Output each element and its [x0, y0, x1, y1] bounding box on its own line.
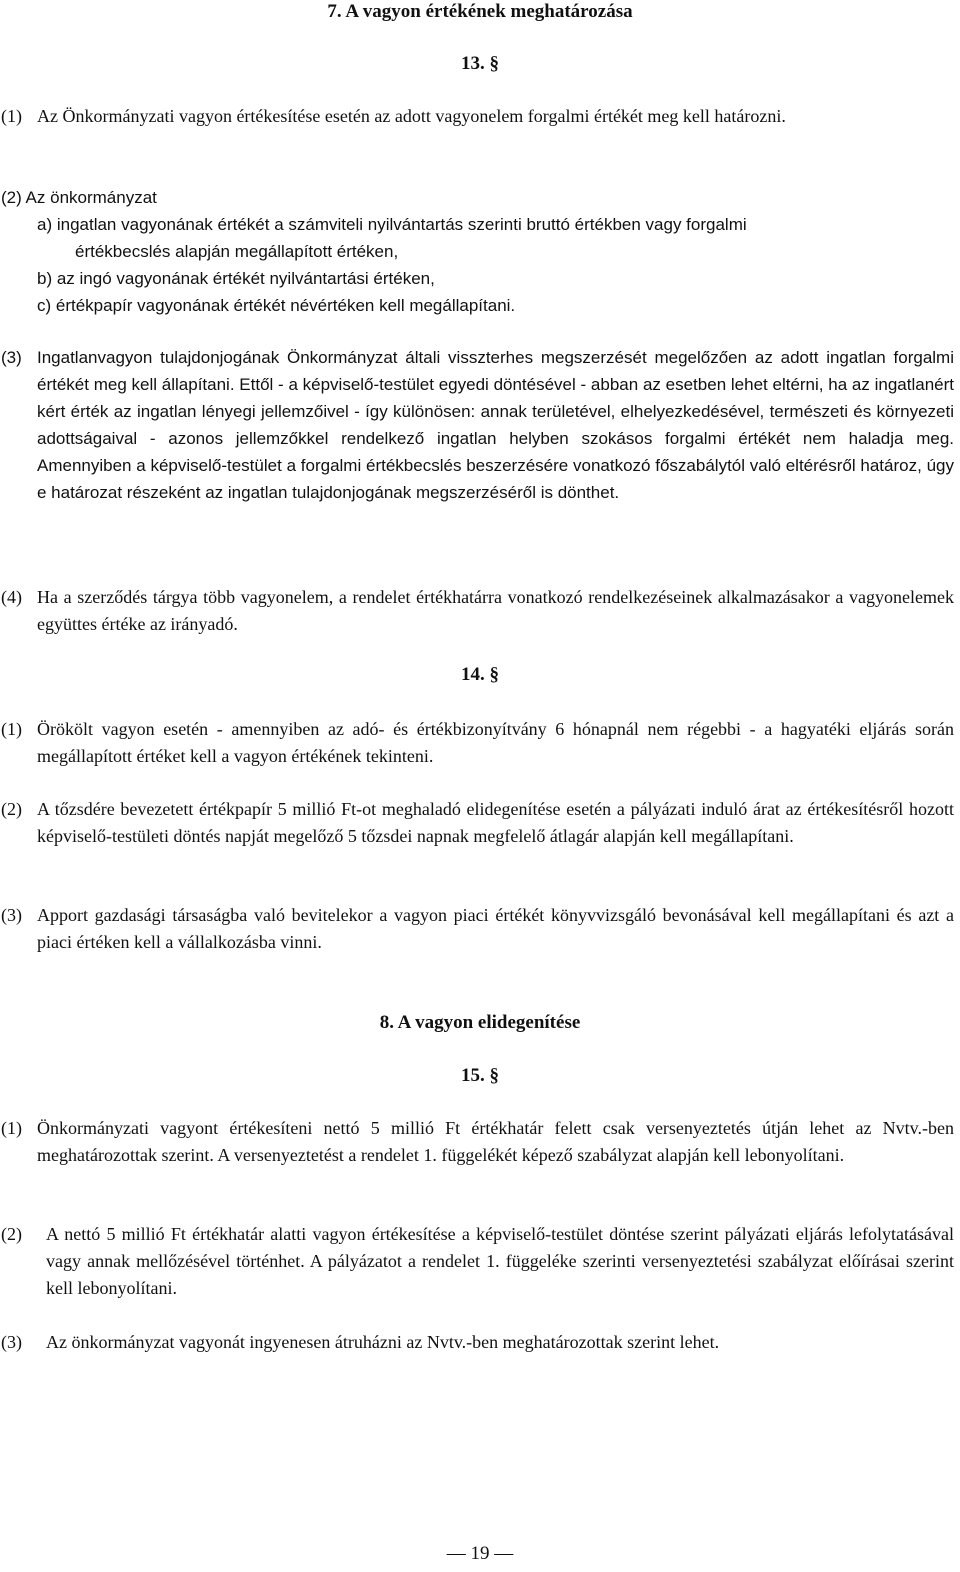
paragraph-text: A tőzsdére bevezetett értékpapír 5 millió Ft-ot meghaladó elidegenítése esetén a pályázati induló árat az értékesítésről hozott képviselő-testületi döntés napját megelőző 5 tőzsdei napnak megfelelő átlagár alapján kell megállapítani. — [37, 799, 954, 846]
paragraph — [0, 1329, 960, 1356]
paragraph-text: A nettó 5 millió Ft értékhatár alatti vagyon értékesítése a képviselő-testület döntése szerint pályázati eljárás lefolytatásával vagy annak mellőzésével történhet. A pályázatot a rendelet 1. függeléke szerinti versenyeztetési szabályzat előírásai szerint kell lebonyolítani. — [46, 1224, 954, 1298]
paragraph — [0, 1115, 960, 1169]
list-intro-text: (2) Az önkormányzat — [1, 188, 157, 207]
paragraph-text: Az önkormányzat vagyonát ingyenesen átruházni az Nvtv.-ben meghatározottak szerint lehet. — [46, 1332, 720, 1352]
paragraph-number: (4) — [1, 587, 22, 607]
paragraph — [0, 796, 960, 850]
paragraph-number: (2) — [1, 799, 22, 819]
paragraph-text: Önkormányzati vagyont értékesíteni nettó 5 millió Ft értékhatár felett csak versenyeztetés útján lehet az Nvtv.-ben meghatározottak szerint. A versenyeztetést a rendelet 1. függelékét képező szabályzat alapján kell lebonyolítani. — [37, 1118, 954, 1165]
paragraph — [0, 103, 960, 130]
list-item-a-line1: a) ingatlan vagyonának értékét a számviteli nyilvántartás szerinti bruttó értékben vagy forgalmi — [37, 215, 747, 234]
paragraph-number: (1) — [1, 1118, 22, 1138]
paragraph — [0, 902, 960, 956]
paragraph-text: Apport gazdasági társaságba való bevitelekor a vagyon piaci értékét könyvvizsgáló bevonásával kell megállapítani és azt a piaci értéken kell a vállalkozásba vinni. — [37, 905, 954, 952]
list-item-b: b) az ingó vagyonának értékét nyilvántartási értéken, — [37, 269, 435, 288]
list-item-c: c) értékpapír vagyonának értékét névértéken kell megállapítani. — [37, 296, 516, 315]
list-item-a-line2: értékbecslés alapján megállapított értéken, — [75, 242, 399, 261]
paragraph-number: (1) — [1, 719, 22, 739]
paragraph — [0, 716, 960, 770]
paragraph-number: (3) — [1, 348, 22, 367]
chapter-title: 8. A vagyon elidegenítése — [379, 1012, 581, 1033]
paragraph-number: (3) — [1, 905, 22, 925]
section-heading: 14. § — [461, 664, 499, 685]
list-intro — [0, 184, 960, 211]
paragraph — [0, 1221, 960, 1302]
paragraph-text: Ingatlanvagyon tulajdonjogának Önkormányzat általi visszterhes megszerzését megelőzően az adott ingatlan forgalmi értékét meg kell állapítani. Ettől - a képviselő-testület egyedi döntésével - abban az esetben lehet eltérni, ha az ingatlanért kért érték az ingatlan lényegi jellemzőivel - így különösen: annak területével, elhelyezkedésével, természeti és környezeti adottságaival - azonos jellemzőkkel rendelkező ingatlan helyben szokásos forgalmi értékét nem haladja meg. Amennyiben a képviselő-testület a forgalmi értékbecslés beszerzésére vonatkozó főszabálytól való eltérésről határoz, úgy e határozat részeként az ingatlan tulajdonjogának megszerzéséről is dönthet. — [37, 348, 954, 502]
paragraph — [0, 344, 960, 506]
paragraph-number: (2) — [1, 1224, 22, 1244]
paragraph-text: Ha a szerződés tárgya több vagyonelem, a rendelet értékhatárra vonatkozó rendelkezéseinek alkalmazásakor a vagyonelemek együttes értéke az irányadó. — [37, 587, 954, 634]
section-heading: 15. § — [461, 1065, 499, 1086]
chapter-title: 7. A vagyon értékének meghatározása — [327, 1, 633, 22]
section-heading: 13. § — [461, 53, 499, 74]
list-item-a — [37, 211, 957, 265]
paragraph-text: Az Önkormányzati vagyon értékesítése esetén az adott vagyonelem forgalmi értékét meg kell határozni. — [37, 106, 786, 126]
paragraph-text: Örökölt vagyon esetén - amennyiben az adó- és értékbizonyítvány 6 hónapnál nem régebbi - a hagyatéki eljárás során megállapított értéket kell a vagyon értékének tekinteni. — [37, 719, 954, 766]
paragraph — [0, 584, 960, 638]
paragraph-number: (1) — [1, 106, 22, 126]
page-number: — 19 — — [446, 1543, 514, 1564]
paragraph-number: (3) — [1, 1332, 22, 1352]
